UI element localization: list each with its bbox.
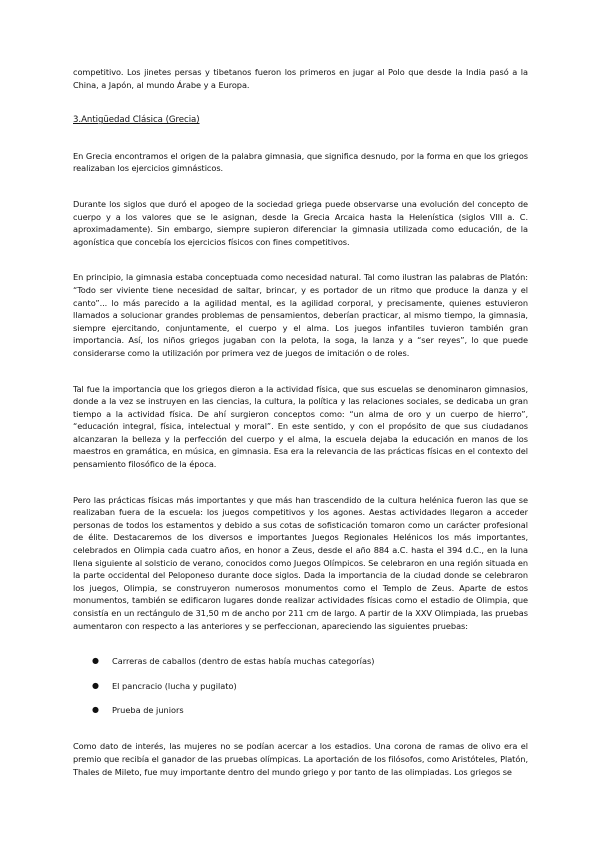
list-item xyxy=(73,680,528,693)
paragraph-olympic-games: Pero las prácticas físicas más importantes y que más han trascendido de la cultura helénica fueron las que se realizaban fuera de la escuela: los juegos competitivos y los agones. Aestas actividades llegaron a acceder personas de todos los estamentos y debido a sus cotas de sofisticación tomaron como un carácter profesional de élite. Destacaremos de los diversos e importantes Juegos Regionales Helénicos los más importantes, celebrados en Olimpia cada cuatro años, en honor a Zeus, desde el año 884 a.C. hasta el 394 d.C., en la luna llena siguiente al solsticio de verano, conocidos como Juegos Olímpicos. Se celebraron en una región situada en la parte occidental del Peloponeso durante doce siglos. Dada la importancia de la ciudad donde se celebraron los juegos, Olimpia, se construyeron numerosos monumentos como el Templo de Zeus. Aparte de estos monumentos, también se edificaron lugares donde realizar actividades físicas como el estadio de Olimpia, que consistía en un rectángulo de 31,50 m de ancho por 211 cm de largo. A partir de la XXV Olimpiada, las pruebas aumentaron con respecto a las anteriores y se perfeccionan, apareciendo las siguientes pruebas: xyxy=(73,494,528,631)
paragraph-plato: En principio, la gimnasia estaba conceptuada como necesidad natural. Tal como ilustran las palabras de Platón: “Todo ser viviente tiene necesidad de saltar, brincar, y es portador de un ritmo que produce la danza y el canto”... lo más parecido a la agilidad mental, es la agilidad corporal, y precisamente, quienes estuvieron llamados a solucionar grandes problemas de pensamientos, deberían practicar, al mismo tiempo, la gimnasia, siempre ejercitando, conjuntamente, el cuerpo y el alma. Los juegos infantiles tuvieron también gran importancia. Así, los niños griegos jugaban con la pelota, la soga, la lanza y a “ser reyes”, lo que puede considerarse como la utilización por primera vez de juegos de imitación o de roles. xyxy=(73,272,528,358)
bullet-icon: ● xyxy=(92,656,99,666)
list-item-text: Carreras de caballos (dentro de estas había muchas categorías) xyxy=(112,656,375,667)
list-item xyxy=(73,655,528,668)
paragraph-evolution: Durante los siglos que duró el apogeo de la sociedad griega puede observarse una evolución del concepto de cuerpo y a los valores que se le asignan, desde la Grecia Arcaica hasta la Helenística (siglos VIII a. C. aproximadamente). Sin embargo, siempre supieron diferenciar la gimnasia utilizada como educación, de la agonística que concebía los ejercicios físicos con fines competitivos. xyxy=(73,198,528,247)
list-item xyxy=(73,704,528,717)
paragraph-gymnasiums: Tal fue la importancia que los griegos dieron a la actividad física, que sus escuelas se denominaron gimnasios, donde a la vez se instruyen en las ciencias, la cultura, la política y las relaciones sociales, se dedicaba un gran tiempo a la actividad física. De ahí surgieron conceptos como: “un alma de oro y un cuerpo de hierro”, “educación integral, física, intelectual y moral”. En este sentido, y con el propósito de que sus ciudadanos alcanzaran la belleza y la perfección del cuerpo y el alma, la escuela dejaba la educación en manos de los maestros en gramática, en música, en gimnasia. Esa era la relevancia de las prácticas físicas en el contexto del pensamiento filosófico de la época. xyxy=(73,383,528,470)
paragraph-intro-continuation: competitivo. Los jinetes persas y tibetanos fueron los primeros en jugar al Polo que desde la India pasó a la China, a Japón, al mundo Árabe y a Europa. xyxy=(73,67,528,90)
list-item-text: El pancracio (lucha y pugilato) xyxy=(112,680,237,691)
events-list xyxy=(73,655,528,716)
list-item-text: Prueba de juniors xyxy=(112,704,184,715)
bullet-icon: ● xyxy=(92,680,99,690)
paragraph-gimnasia-origin: En Grecia encontramos el origen de la palabra gimnasia, que significa desnudo, por la forma en que los griegos realizaban los ejercicios gimnásticos. xyxy=(73,150,528,174)
page-content xyxy=(73,66,528,778)
paragraph-women-and-philosophers: Como dato de interés, las mujeres no se podían acercar a los estadios. Una corona de ramas de olivo era el premio que recibía el ganador de las pruebas olímpicas. La aportación de los filósofos, como Aristóteles, Platón, Thales de Mileto, fue muy importante dentro del mundo griego y por tanto de las olimpiadas. Los griegos se xyxy=(73,741,528,777)
section-heading: 3.Antigüedad Clásica (Grecia) xyxy=(73,115,200,126)
bullet-icon: ● xyxy=(92,704,99,714)
